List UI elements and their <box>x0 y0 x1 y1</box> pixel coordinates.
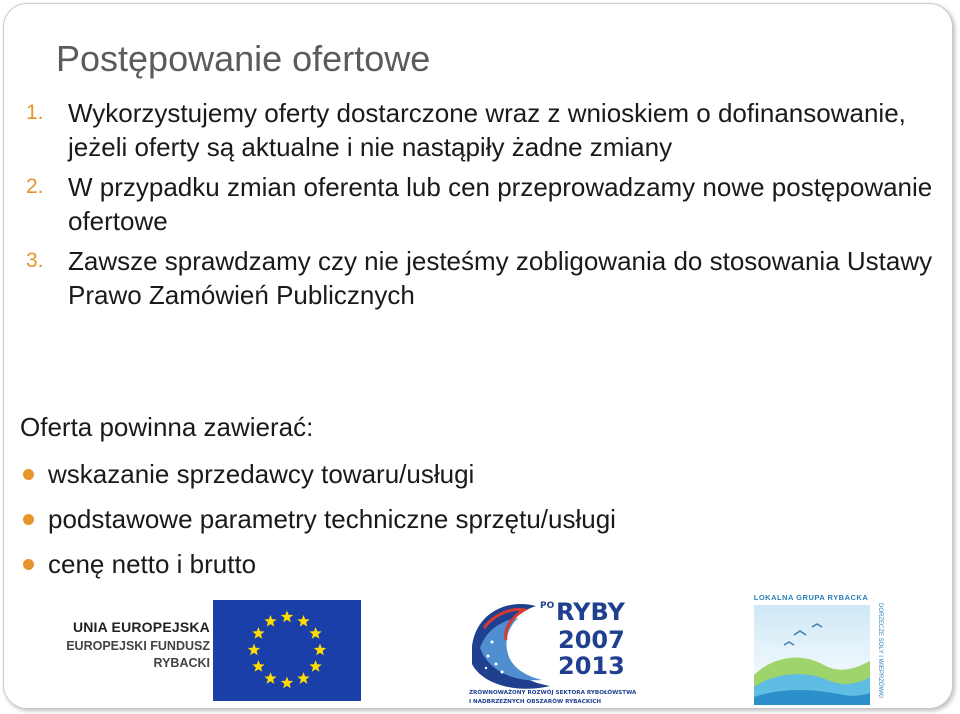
eu-star-icon <box>281 611 293 623</box>
list-item <box>26 96 946 164</box>
eu-star-icon <box>264 672 276 684</box>
bullet-text: wskazanie sprzedawcy towaru/usługi <box>48 459 475 489</box>
eu-flag-icon <box>213 600 361 701</box>
list-item <box>22 542 616 587</box>
lgr-landscape-icon <box>754 605 870 705</box>
list-item <box>22 497 616 542</box>
eu-logo-text <box>65 619 210 670</box>
ryby-caption-line2: I NADBRZEŻNYCH OBSZARÓW RYBACKICH <box>469 699 602 705</box>
eu-star-icon <box>314 644 326 656</box>
eu-star-icon <box>309 660 321 672</box>
eu-logo-line1: UNIA EUROPEJSKA <box>72 619 210 635</box>
bullet-list <box>22 452 616 587</box>
eu-star-icon <box>309 627 321 639</box>
eu-logo-line3: RYBACKI <box>153 656 210 670</box>
ryby-title-text: RYBY <box>556 598 625 626</box>
numbered-list <box>26 96 946 318</box>
ryby-year-end: 2013 <box>558 652 625 680</box>
bullet-text: podstawowe parametry techniczne sprzętu/usługi <box>48 504 616 534</box>
slide-title: Postępowanie ofertowe <box>56 38 431 79</box>
bullet-dot-icon <box>23 514 34 525</box>
slide <box>3 3 953 709</box>
list-item <box>22 452 616 497</box>
ryby-caption-line1: ZRÓWNOWAŻONY ROZWÓJ SEKTORA RYBOŁÓWSTWA <box>469 690 637 696</box>
po-ryby-logo <box>466 594 640 708</box>
eu-fisheries-fund-logo <box>61 597 361 705</box>
eu-star-icon <box>252 660 264 672</box>
bullet-text: cenę netto i brutto <box>48 549 257 579</box>
list-item <box>26 170 946 238</box>
ryby-year-start: 2007 <box>558 626 625 654</box>
offer-lead-text: Oferta powinna zawierać: <box>20 412 314 442</box>
item-text: Wykorzystujemy oferty dostarczone wraz z wnioskiem o dofinansowanie, jeżeli oferty są aktualne i nie nastąpiły żadne zmiany <box>68 98 906 162</box>
bullet-dot-icon <box>23 469 34 480</box>
eu-star-icon <box>281 677 293 689</box>
local-fishing-group-logo <box>750 589 884 707</box>
eu-star-icon <box>248 644 260 656</box>
ryby-po-text: PO <box>540 601 555 611</box>
item-number: 1. <box>26 101 44 124</box>
item-text: W przypadku zmian oferenta lub cen przeprowadzamy nowe postępowanie ofertowe <box>68 172 933 236</box>
eu-star-icon <box>297 615 309 627</box>
eu-star-icon <box>252 627 264 639</box>
item-number: 3. <box>26 249 44 272</box>
bullet-dot-icon <box>23 559 34 570</box>
item-text: Zawsze sprawdzamy czy nie jesteśmy zobligowania do stosowania Ustawy Prawo Zamówień Publicznych <box>68 246 933 310</box>
item-number: 2. <box>26 175 44 198</box>
lgr-side-text: DORZECZE SOŁY I WIEPRZÓWKI <box>877 603 883 698</box>
eu-logo-line2: EUROPEJSKI FUNDUSZ <box>66 639 210 653</box>
lgr-title-text: LOKALNA GRUPA RYBACKA <box>753 593 869 602</box>
eu-star-icon <box>297 672 309 684</box>
list-item <box>26 244 946 312</box>
eu-star-icon <box>264 615 276 627</box>
